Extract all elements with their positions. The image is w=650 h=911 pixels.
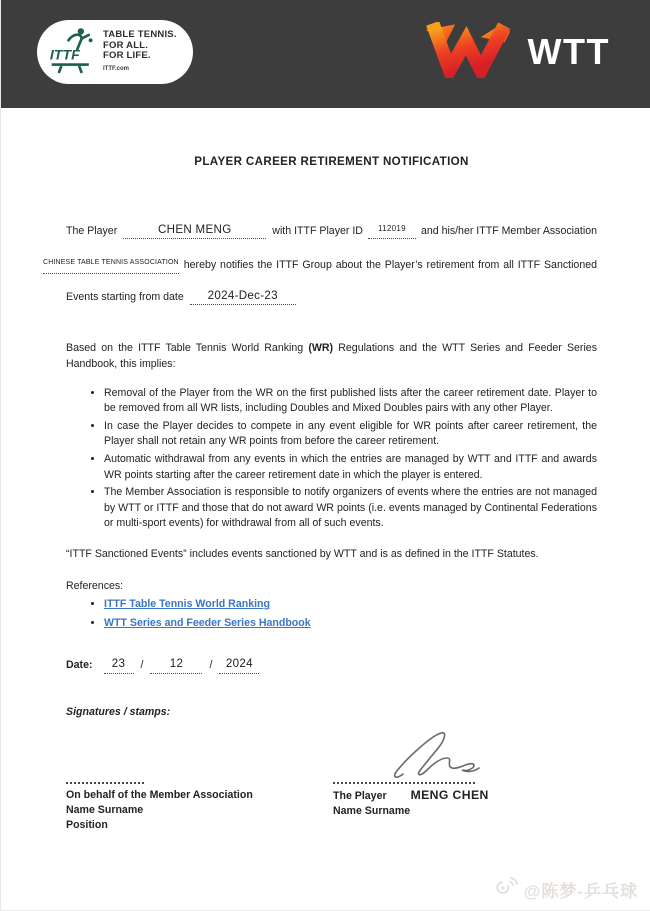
player-name-caption: Name Surname [333,805,411,818]
ittf-site: ITTF.com [103,65,130,72]
date-day-value: 23 [111,657,126,671]
date-month-field [150,659,202,674]
wtt-w-icon [424,22,512,83]
implication-item: • Removal of the Player from the WR on the first published lists after the career retirement date. Player to be removed from all WR lists, including Doubles and Mixed Doubles pairs with any other Player. [104,386,597,417]
signature-block [66,726,597,832]
player-signature-line [333,782,475,784]
date-month-value: 12 [169,657,184,671]
player-id-field [368,224,416,239]
retirement-date-value: 2024-Dec-23 [207,288,278,302]
signatures-label: Signatures / stamps: [66,705,171,718]
references-list [66,597,597,631]
intro-line-1 [66,224,597,240]
intro-seg1: The Player [66,224,118,237]
date-year-value: 2024 [225,657,253,671]
header-band [1,0,650,108]
ittf-tagline-2: FOR ALL. [103,39,149,51]
player-name-field [123,224,266,239]
basis-paragraph [66,341,597,372]
link-handbook[interactable]: WTT Series and Feeder Series Handbook [104,616,311,629]
sanctioned-events-note: “ITTF Sanctioned Events” includes events sanctioned by WTT and is as defined in the ITTF Statutes. [66,547,539,560]
document-title: PLAYER CAREER RETIREMENT NOTIFICATION [194,155,469,168]
basis-pre: Based on the ITTF Table Tennis World Ranking [66,342,309,355]
intro-seg4: hereby notifies the ITTF Group about the Player’s retirement from all ITTF Sanctioned [183,259,597,272]
link-world-ranking[interactable]: ITTF Table Tennis World Ranking [104,598,270,611]
ittf-logo [37,20,193,84]
association-signature-line [66,782,144,784]
intro-seg3: and his/her ITTF Member Association [420,224,597,237]
player-signature-scribble [333,726,597,782]
intro-line-2 [43,255,597,274]
association-name-caption: Name Surname [66,804,144,817]
references-label: References: [66,579,124,592]
implication-item: • The Member Association is responsible to notify organizers of events where the entries are not managed by WTT or ITTF and those that do not award WR points (i.e. events managed by Continental Federations or multi-sport events) for withdrawal from all of such events. [104,485,597,532]
implication-item: • Automatic withdrawal from any events in which the entries are managed by WTT and ITTF and awards WR points starting after the career retirement date in which the player is entered. [104,452,597,483]
document-page [1,108,650,833]
ittf-player-icon [49,26,95,79]
association-signature-space [66,726,333,782]
wtt-wordmark: WTT [527,31,610,72]
player-name-value: CHEN MENG [157,222,232,236]
weibo-watermark [495,877,638,902]
reference-item [104,597,597,613]
association-signature-caption: On behalf of the Member Association [66,789,253,802]
association-field: CHINESE TABLE TENNIS ASSOCIATION [43,255,179,274]
player-signature-caption [333,788,597,804]
intro-line-3 [66,290,597,306]
implication-item: • In case the Player decides to compete in any event eligible for WR points after career retirement, the Player shall not retain any WR points from before the career retirement. [104,419,597,450]
svg-text:ITTF: ITTF [49,46,80,63]
intro-seg2: with ITTF Player ID [272,224,363,237]
implications-list [66,386,597,532]
wtt-logo [424,22,610,83]
date-label: Date: [66,659,93,672]
ittf-tagline-1: TABLE TENNIS. [103,29,177,40]
player-label: The Player [333,790,387,803]
basis-post: Regulations and the WTT Series and Feeder Series Handbook, this implies: [66,342,597,370]
date-separator: / [140,659,144,672]
date-row [66,658,597,674]
retirement-date-field [190,290,296,305]
watermark-text: @陈梦-乒乓球 [523,882,638,901]
association-signature-column [66,726,333,832]
references-section [66,579,597,632]
date-year-field [219,659,259,674]
player-signature-column [333,726,597,832]
basis-wr: (WR) [308,342,334,355]
ittf-tagline-3: FOR LIFE. [103,50,151,61]
date-day-field [104,659,134,674]
player-id-value: 112019 [378,223,406,233]
player-signed-name: MENG CHEN [410,788,489,803]
date-separator: / [209,659,213,672]
ittf-logo-text [103,30,177,74]
association-position-caption: Position [66,819,108,832]
intro-seg5: Events starting from date [66,290,184,303]
reference-item [104,616,597,632]
weibo-icon [495,877,519,902]
